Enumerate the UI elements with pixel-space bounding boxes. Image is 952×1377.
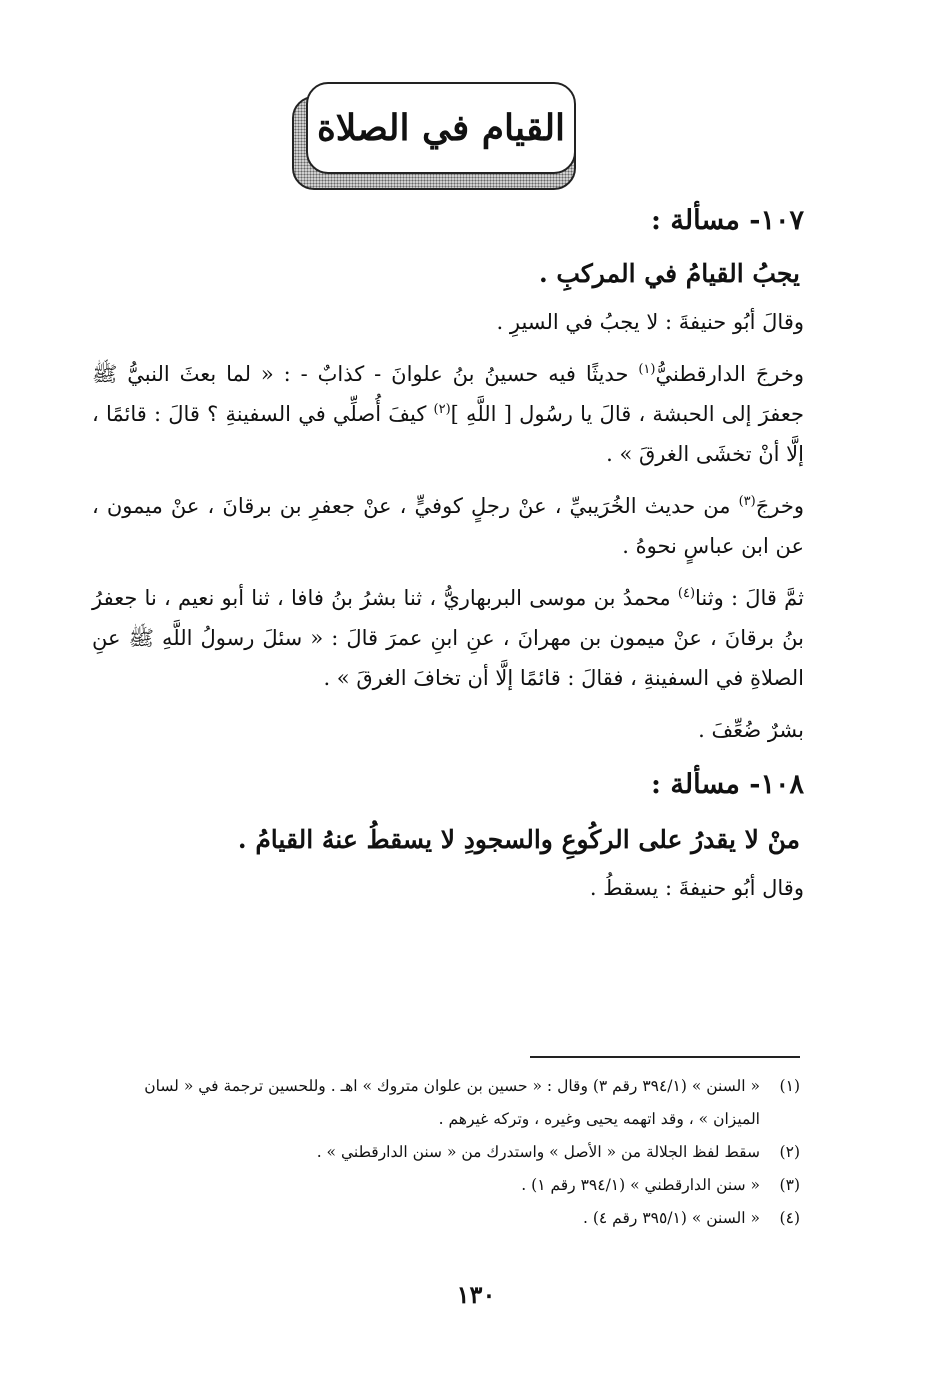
footnote-1 <box>92 1070 800 1103</box>
issue-108-heading: ١٠٨- مسألة : <box>651 769 804 800</box>
issue-107-heading: ١٠٧- مسألة : <box>651 205 804 236</box>
footnote-number: (٣) <box>779 1176 800 1194</box>
issue-107-paragraph-2 <box>92 486 804 566</box>
footnote-number: (٢) <box>779 1143 800 1161</box>
footnote-4 <box>92 1202 800 1235</box>
para-text: حديثًا فيه حسينُ بنُ علوانَ - كذابٌ - : « لما بعثَ النبيُّ ﷺ جعفرَ إلى الحبشة ، قالَ يا رسُول [ اللَّهِ ] <box>92 362 804 426</box>
para-text: ثمَّ قالَ : وثنا <box>695 586 804 610</box>
footnote-number: (٤) <box>779 1209 800 1227</box>
footnote-number: (١) <box>779 1077 800 1095</box>
footnote-text: « السنن » (٣٩٤/١ رقم ٣) وقال : « حسين بن علوان متروك » اهـ . وللحسين ترجمة في « لسان <box>144 1077 760 1095</box>
footnote-text: « سنن الدارقطني » (٣٩٤/١ رقم ١) . <box>521 1176 760 1194</box>
footnote-text: سقط لفظ الجلالة من « الأصل » واستدرك من « سنن الدارقطني » . <box>316 1143 760 1161</box>
issue-107-opinion: وقالَ أبُو حنيفةَ : لا يجبُ في السيرِ . <box>496 310 804 334</box>
issue-107-paragraph-1 <box>92 354 804 474</box>
issue-108-opinion: وقال أبُو حنيفةَ : يسقطُ . <box>589 876 804 900</box>
footnote-ref-1: (١) <box>638 362 656 377</box>
footnote-3 <box>92 1169 800 1202</box>
footnote-ref-4: (٤) <box>677 586 696 601</box>
para-text: وخرجَ <box>755 494 804 518</box>
issue-107-ruling: يجبُ القيامُ في المركبِ . <box>538 259 800 288</box>
issue-107-paragraph-3 <box>92 578 804 698</box>
para-text: من حديث الخُرَيبيِّ ، عنْ رجلٍ كوفيٍّ ، عنْ جعفرِ بن برقانَ ، عنْ ميمون ، عن ابن عباسٍ نحوهُ . <box>92 494 804 558</box>
footnote-2 <box>92 1136 800 1169</box>
issue-107-note: بشرٌ ضُعِّفَ . <box>698 718 804 742</box>
chapter-title-frame <box>292 82 592 186</box>
issue-108-ruling: منْ لا يقدرُ على الركُوعِ والسجودِ لا يسقطُ عنهُ القيامُ . <box>237 825 800 854</box>
footnotes <box>92 1070 800 1235</box>
footnote-ref-2: (٢) <box>433 402 451 417</box>
para-text: كيفَ أُصلِّي في السفينةِ ؟ قالَ : قائمًا ، إلَّا أنْ تخشَى الغرقَ » . <box>92 402 804 466</box>
footnote-ref-3: (٣) <box>738 494 756 509</box>
main-text <box>92 198 804 920</box>
para-text: محمدُ بن موسى البربهاريُّ ، ثنا بشرُ بنُ فافا ، ثنا أبو نعيم ، نا جعفرُ بنُ برقانَ ، عنْ ميمون بن مهرانَ ، عنِ ابنِ عمرَ قالَ : « سئلَ رسولُ اللَّهِ ﷺ عنِ الصلاةِ في السفينةِ ، فقالَ : قائمًا إلَّا أن تخافَ الغرقَ » . <box>92 586 804 690</box>
footnote-text: « السنن » (٣٩٥/١ رقم ٤) . <box>583 1209 760 1227</box>
footnote-separator <box>530 1056 800 1058</box>
para-text: وخرجَ الدارقطنيُّ <box>655 362 804 386</box>
page-number: ١٣٠ <box>456 1280 496 1309</box>
chapter-title: القيام في الصلاة <box>306 82 576 174</box>
footnote-1-continued: الميزان » ، وقد اتهمه يحيى وغيره ، وتركه غيرهم . <box>438 1110 760 1128</box>
